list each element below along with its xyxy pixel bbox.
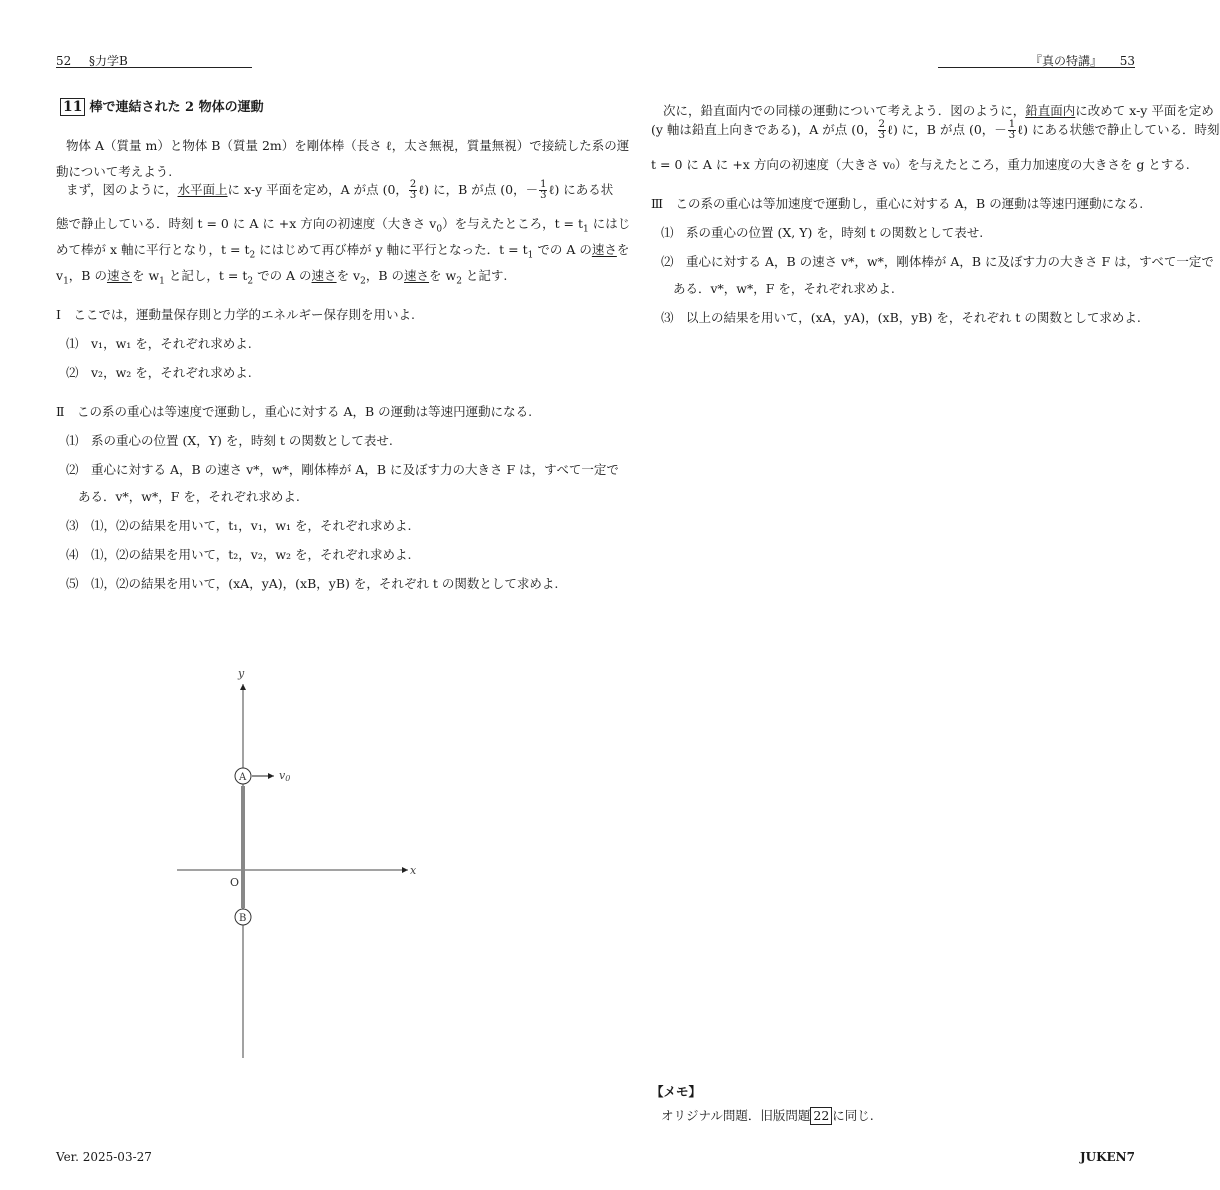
problem-number-box: 11 bbox=[60, 98, 85, 116]
memo-heading: 【メモ】 bbox=[651, 1084, 702, 1099]
part2-q1: ⑴ 系の重心の位置 (X，Y) を，時刻 t の関数として表せ. bbox=[66, 433, 393, 448]
right-intro-line-2: (y 軸は鉛直上向きである)，A が点 (0， $\frac{2}{3}$ ℓ) に，B が点 (0，－ $\frac{1}{3}$ ℓ) にある状態で静止している．時刻 bbox=[651, 119, 1220, 141]
left-section-title: §力学B bbox=[88, 54, 128, 68]
brand-footer: JUKEN7 bbox=[1079, 1150, 1135, 1164]
coordinate-figure bbox=[160, 660, 440, 1070]
part2-heading: Ⅱ この系の重心は等速度で運動し，重心に対する A，B の運動は等速円運動になる. bbox=[56, 404, 533, 419]
part1-heading: Ⅰ ここでは，運動量保存則と力学的エネルギー保存則を用いよ. bbox=[56, 307, 415, 322]
left-page-number: 52 bbox=[56, 54, 72, 68]
part2-q4: ⑷ ⑴，⑵の結果を用いて，t₂，v₂，w₂ を，それぞれ求めよ. bbox=[66, 547, 412, 562]
mass-a-label: A bbox=[239, 772, 247, 783]
v0-label: v0 bbox=[279, 769, 291, 783]
fraction-two-thirds-right: $\frac{2}{3}$ bbox=[878, 119, 885, 141]
part2-q5: ⑸ ⑴，⑵の結果を用いて，(xA，yA)，(xB，yB) を，それぞれ t の関数として求めよ. bbox=[66, 576, 559, 591]
part1-q1: ⑴ v₁，w₁ を，それぞれ求めよ. bbox=[66, 336, 252, 351]
y-axis-label: y bbox=[238, 667, 245, 680]
fraction-one-third-right: $\frac{1}{3}$ bbox=[1008, 119, 1016, 141]
left-header-rule bbox=[56, 67, 252, 68]
right-book-title: 『真の特講』 bbox=[1030, 54, 1103, 68]
part3-heading: Ⅲ この系の重心は等加速度で運動し，重心に対する A，B の運動は等速円運動になる. bbox=[651, 196, 1144, 211]
part3-q2b: ある．v*，w*，F を，それぞれ求めよ. bbox=[673, 281, 895, 296]
version-footer: Ver. 2025-03-27 bbox=[56, 1150, 152, 1164]
part3-q2a: ⑵ 重心に対する A，B の速さ v*，w*，剛体棒が A，B に及ぼす力の大きさ F は，すべて一定で bbox=[661, 254, 1214, 269]
part3-q1: ⑴ 系の重心の位置 (X, Y) を，時刻 t の関数として表せ. bbox=[661, 225, 984, 240]
part3-q3: ⑶ 以上の結果を用いて，(xA，yA)，(xB，yB) を，それぞれ t の関数として求めよ. bbox=[661, 310, 1141, 325]
intro-line-3: まず，図のように，水平面上に x-y 平面を定め，A が点 (0， $\frac{2}{3}$ ℓ) に，B が点 (0，－ $\frac{1}{3}$ ℓ) にある状 bbox=[66, 179, 614, 201]
intro-line-4: 態で静止している．時刻 t = 0 に A に +x 方向の初速度（大きさ $v_0$）を与えたところ，$t = t_1$ にはじ bbox=[56, 216, 631, 235]
part2-q2a: ⑵ 重心に対する A，B の速さ v*，w*，剛体棒が A，B に及ぼす力の大きさ F は，すべて一定で bbox=[66, 462, 619, 477]
fraction-one-third: $\frac{1}{3}$ bbox=[540, 179, 547, 201]
underline-horizontal: 水平面上 bbox=[177, 182, 228, 197]
fraction-two-thirds: $\frac{2}{3}$ bbox=[409, 179, 417, 201]
problem-title-text: 棒で連結された 2 物体の運動 bbox=[89, 100, 264, 115]
intro-line-6: $v_1$，B の速さを $w_1$ と記し，$t = t_2$ での A の速さを $v_2$，B の速さを $w_2$ と記す. bbox=[56, 268, 508, 287]
origin-label: O bbox=[230, 876, 240, 889]
right-intro-line-3: t = 0 に A に +x 方向の初速度（大きさ v₀）を与えたところ，重力加速度の大きさを g とする. bbox=[651, 157, 1190, 172]
memo-ref-box: 22 bbox=[810, 1107, 832, 1125]
right-intro-line-1: 次に，鉛直面内での同様の運動について考えよう．図のように，鉛直面内に改めて x-y 平面を定め bbox=[663, 103, 1214, 118]
memo-text: オリジナル問題．旧版問題 22 に同じ. bbox=[661, 1108, 874, 1123]
part2-q3: ⑶ ⑴，⑵の結果を用いて，t₁，v₁，w₁ を，それぞれ求めよ. bbox=[66, 518, 412, 533]
part1-q2: ⑵ v₂，w₂ を，それぞれ求めよ. bbox=[66, 365, 252, 380]
problem-title bbox=[60, 96, 264, 116]
right-header-rule bbox=[938, 67, 1135, 68]
mass-b-label: B bbox=[239, 913, 247, 924]
intro-line-5: めて棒が x 軸に平行となり，$t = t_2$ にはじめて再び棒が y 軸に平行となった．$t = t_1$ での A の速さを bbox=[56, 242, 630, 261]
intro-line-1: 物体 A（質量 m）と物体 B（質量 2m）を剛体棒（長さ ℓ，太さ無視，質量無視）で接続した系の運 bbox=[66, 138, 630, 153]
x-axis-label: x bbox=[410, 864, 417, 877]
right-page-number: 53 bbox=[1119, 54, 1135, 68]
intro-line-2: 動について考えよう. bbox=[56, 164, 173, 179]
part2-q2b: ある．v*，w*，F を，それぞれ求めよ. bbox=[78, 489, 300, 504]
